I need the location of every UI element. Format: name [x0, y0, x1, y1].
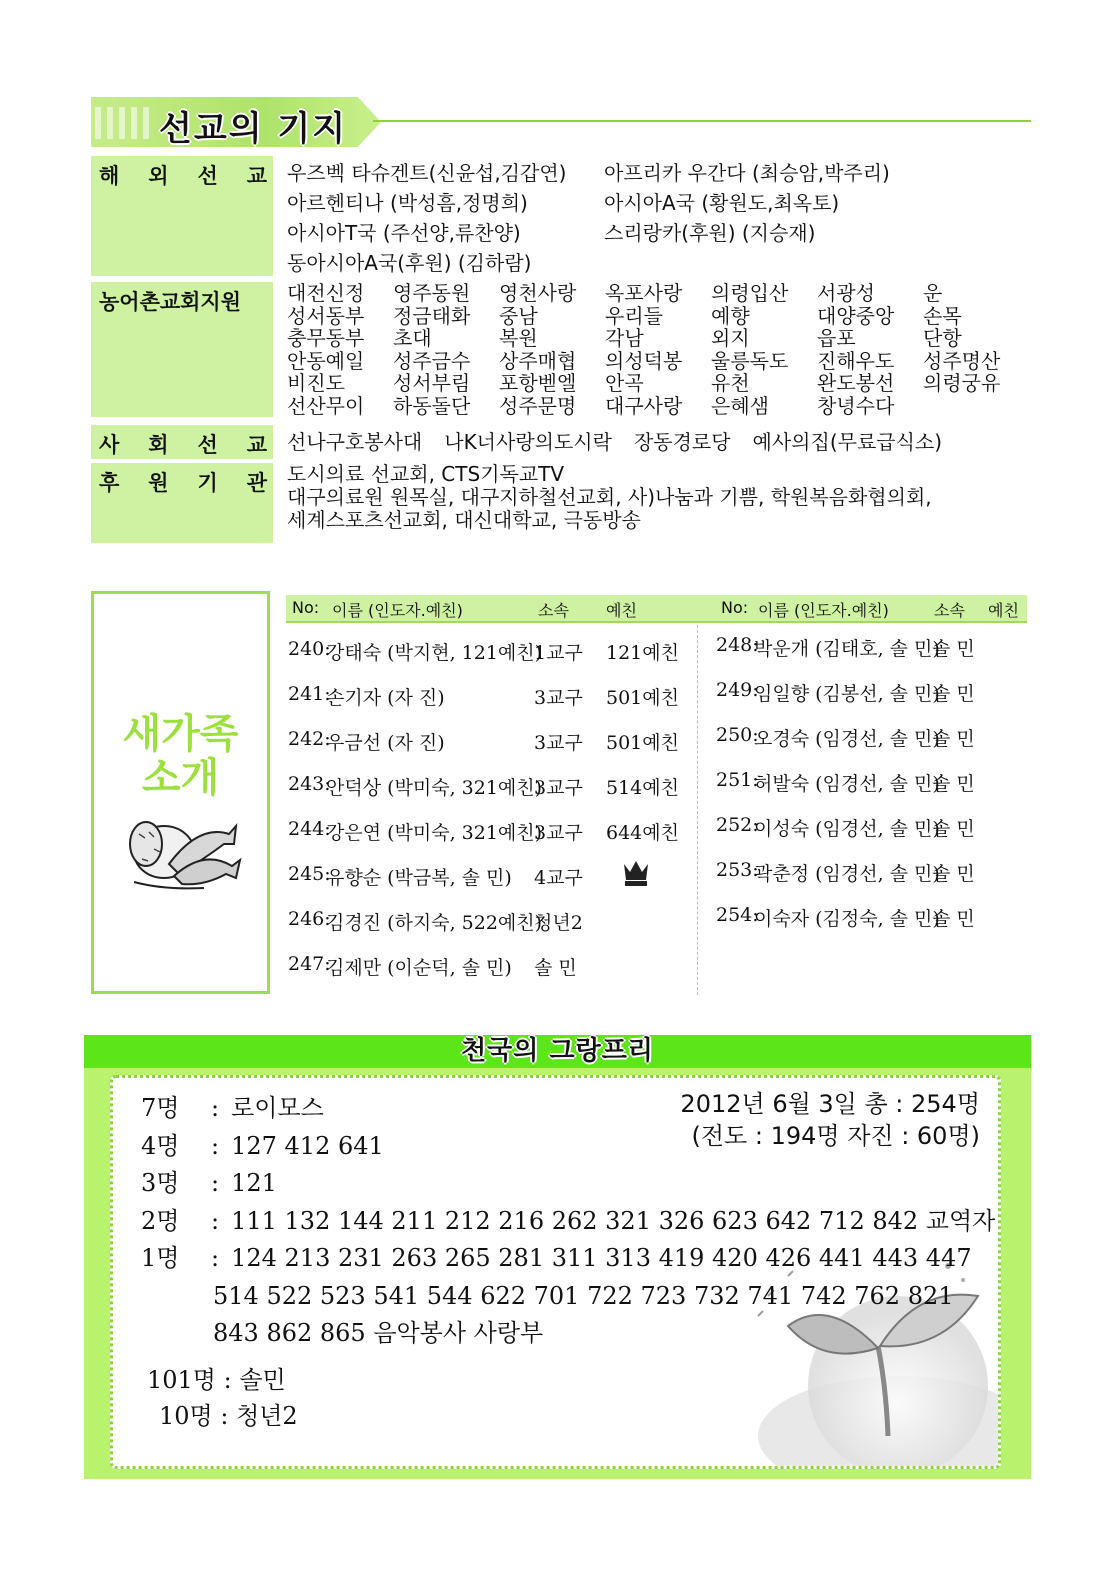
new-family-title	[94, 712, 267, 800]
new-family-name: 강은연 (박미숙, 321예친)	[326, 822, 543, 844]
rural-church: 의령궁유	[923, 371, 1001, 395]
new-family-name: 곽춘정 (임경선, 솔 민)	[754, 863, 940, 885]
new-family-no: 247:	[288, 953, 331, 975]
overseas-item: 아시아A국 (황원도,최옥토)	[604, 190, 840, 215]
new-family-no: 248:	[716, 634, 759, 656]
ranking-sep: :	[211, 1169, 220, 1197]
ranking-continued: 843 862 865 음악봉사 사랑부	[213, 1319, 544, 1347]
ranking-solmin: 101명 : 솔민	[147, 1366, 286, 1394]
new-family-name: 유향순 (박금복, 솔 민)	[326, 867, 512, 889]
new-family-dept: 솔 민	[932, 908, 975, 930]
rural-church	[923, 395, 1029, 418]
header-name: 이름 (인도자.예친)	[758, 601, 889, 620]
new-family-name: 안덕상 (박미숙, 321예친)	[326, 777, 543, 799]
new-family-name: 손기자 (자 진)	[326, 687, 445, 709]
rural-church: 선산무이	[287, 393, 365, 418]
header-no: No:	[292, 598, 320, 617]
ranking-key: 4명	[141, 1131, 180, 1160]
grand-prix-content	[110, 1075, 1001, 1469]
new-family-dept: 솔 민	[932, 818, 975, 840]
ranking-key: 2명	[141, 1206, 180, 1235]
new-family-name: 강태숙 (박지현, 121예친)	[326, 642, 543, 664]
sponsor-line: 도시의료 선교회, CTS기독교TV	[287, 462, 565, 486]
social-row	[91, 425, 1026, 459]
new-family-group: 644예친	[606, 822, 679, 844]
rural-church: 비진도	[287, 371, 345, 395]
header-dept: 소속	[934, 601, 965, 620]
rural-church: 운	[923, 281, 943, 305]
overseas-label	[91, 156, 273, 276]
ranking-value: 127 412 641	[231, 1131, 384, 1160]
new-family-name: 김제만 (이순덕, 솔 민)	[326, 957, 512, 979]
new-family-title-line: 새가족	[122, 711, 239, 757]
ranking-value: 121	[231, 1169, 277, 1197]
rural-label: 농어촌교회지원	[91, 282, 273, 417]
new-family-group: 501예친	[606, 687, 679, 709]
label-char: 기	[197, 471, 218, 495]
stats-total: 2012년 6월 3일 총 : 254명	[680, 1090, 980, 1118]
rural-church: 진해우도	[817, 348, 895, 373]
header-deco	[95, 107, 155, 139]
header-name: 이름 (인도자.예친)	[332, 601, 463, 620]
social-item: 장동경로당	[633, 429, 731, 454]
new-family-dept: 솔 민	[932, 773, 975, 795]
header-rule	[373, 120, 1031, 122]
new-family-dept: 3교구	[534, 777, 583, 799]
ranking-sep: :	[211, 1244, 220, 1272]
overseas-item: 우즈벡 타슈겐트(신윤섭,김갑연)	[287, 160, 567, 185]
social-item: 나K너사랑의도시락	[444, 429, 612, 454]
overseas-content	[273, 156, 1026, 276]
ranking-value: 124 213 231 263 265 281 311 313 419 420 426 441 443 447	[231, 1244, 972, 1272]
stats-breakdown: (전도 : 194명 자진 : 60명)	[691, 1122, 980, 1150]
new-family-dept: 3교구	[534, 687, 583, 709]
new-family-title-line: 소개	[141, 755, 220, 801]
new-family-no: 241:	[288, 683, 331, 705]
new-family-no: 244:	[288, 818, 331, 840]
rural-church: 우리들	[605, 303, 663, 328]
label-char: 원	[148, 471, 169, 495]
header-group: 예친	[988, 601, 1019, 620]
label-char: 교	[246, 164, 267, 188]
new-family-no: 251:	[716, 769, 759, 791]
mission-title: 선교의 기지	[159, 109, 348, 149]
overseas-item: 아프리카 우간다 (최승암,박주리)	[604, 160, 890, 185]
new-family-no: 245:	[288, 863, 331, 885]
new-family-no: 253:	[716, 859, 759, 881]
rural-church: 성주문명	[499, 393, 577, 418]
new-family-name: 우금선 (자 진)	[326, 732, 445, 754]
rural-church: 대양중앙	[817, 303, 895, 328]
ranking-value: 로이모스	[231, 1094, 324, 1122]
header-dept: 소속	[538, 601, 569, 620]
label-char: 사	[99, 433, 120, 457]
new-family-dept: 1교구	[534, 642, 583, 664]
rural-church: 옥포사랑	[605, 281, 683, 305]
new-family-name: 이성숙 (임경선, 솔 민)	[754, 818, 940, 840]
rural-church: 초대	[393, 326, 432, 350]
ranking-key: 3명	[141, 1169, 180, 1197]
ranking-line	[141, 1203, 995, 1241]
sponsor-label	[91, 463, 273, 543]
label-char: 후	[99, 471, 120, 495]
rural-church: 읍포	[817, 326, 856, 350]
label-char: 교	[246, 433, 267, 457]
bread-fish-icon	[124, 804, 242, 894]
rural-row	[91, 282, 1026, 417]
new-family-dept: 솔 민	[932, 638, 975, 660]
mission-header	[91, 97, 1031, 149]
column-divider	[697, 625, 698, 995]
overseas-item: 스리랑카(후원) (지승재)	[604, 220, 816, 245]
overseas-item: 동아시아A국(후원) (김하람)	[287, 250, 532, 275]
rural-church: 성주명산	[923, 348, 1001, 373]
grand-prix-title: 천국의 그랑프리	[84, 1035, 1031, 1068]
social-label	[91, 425, 273, 459]
new-family-name: 이숙자 (김정숙, 솔 민)	[754, 908, 940, 930]
sponsor-line: 대구의료원 원목실, 대구지하철선교회, 사)나눔과 기쁨, 학원복음화협의회,	[287, 485, 932, 509]
rural-church: 안동예일	[287, 348, 365, 373]
ranking-sep: :	[211, 1094, 220, 1122]
new-family-name: 임일향 (김봉선, 솔 민)	[754, 683, 940, 705]
rural-church: 영천사랑	[499, 281, 577, 305]
sponsor-row	[91, 463, 1026, 543]
crown-icon	[622, 858, 650, 888]
social-item: 예사의집(무료급식소)	[752, 429, 943, 454]
sponsor-line: 세계스포츠선교회, 대신대학교, 극동방송	[287, 508, 641, 532]
rural-church: 하동돌단	[393, 393, 471, 418]
rural-church: 서광성	[817, 281, 875, 305]
ranking-continued: 514 522 523 541 544 622 701 722 723 732 741 742 762 821	[213, 1281, 954, 1310]
new-family-name: 김경진 (하지숙, 522예친)	[326, 912, 543, 934]
new-family-no: 249:	[716, 679, 759, 701]
new-family-dept: 3교구	[534, 822, 583, 844]
sponsor-content	[273, 463, 1026, 543]
header-group: 예친	[606, 601, 637, 620]
rural-church: 성주금수	[393, 348, 471, 373]
rural-church: 상주매협	[499, 348, 577, 373]
new-family-no: 240:	[288, 638, 331, 660]
rural-church: 성서동부	[287, 303, 365, 328]
new-family-dept: 솔 민	[932, 683, 975, 705]
new-family-group: 121예친	[606, 642, 679, 664]
social-item: 선나구호봉사대	[287, 429, 423, 454]
new-family-dept: 솔 민	[932, 728, 975, 750]
ranking-line	[141, 1165, 995, 1203]
rural-church: 유천	[711, 371, 750, 395]
ranking-sep: :	[211, 1131, 220, 1160]
label-char: 회	[148, 433, 169, 457]
label-char: 선	[197, 164, 218, 188]
overseas-item: 아르헨티나 (박성흠,정명희)	[287, 190, 528, 215]
ranking-youth2: 10명 : 청년2	[159, 1402, 298, 1430]
new-family-name: 허발숙 (임경선, 솔 민)	[754, 773, 940, 795]
mission-table	[91, 156, 1026, 547]
ranking-line	[141, 1090, 995, 1128]
new-family-group: 514예친	[606, 777, 679, 799]
ranking-key: 7명	[141, 1094, 180, 1122]
new-family-no: 250:	[716, 724, 759, 746]
new-family-name: 오경숙 (임경선, 솔 민)	[754, 728, 940, 750]
rural-church: 충무동부	[287, 326, 365, 350]
new-family-dept: 3교구	[534, 732, 583, 754]
new-family-dept: 4교구	[534, 867, 583, 889]
rural-content	[273, 282, 1029, 417]
header-no: No:	[721, 598, 749, 617]
rural-church: 완도봉선	[817, 371, 895, 395]
rural-church: 의령입산	[711, 281, 789, 305]
overseas-item: 아시아T국 (주선양,류찬양)	[287, 220, 521, 245]
label-char: 해	[99, 164, 120, 188]
rural-church: 은혜샘	[711, 393, 769, 418]
new-family-no: 243:	[288, 773, 331, 795]
rural-church: 단항	[923, 326, 962, 350]
label-char: 외	[148, 164, 169, 188]
rural-church: 안곡	[605, 371, 644, 395]
rural-church: 의성덕봉	[605, 348, 683, 373]
rural-church: 정금태화	[393, 303, 471, 328]
rural-church: 창녕수다	[817, 393, 895, 418]
label-char: 선	[197, 433, 218, 457]
new-family-dept: 솔 민	[534, 957, 577, 979]
rural-grid	[287, 282, 1029, 417]
rural-church: 중남	[499, 303, 538, 328]
rural-church: 대전신정	[287, 281, 365, 305]
new-family-box	[91, 591, 270, 994]
rural-church: 복원	[499, 326, 538, 350]
social-content	[273, 425, 1026, 455]
new-family-no: 246:	[288, 908, 331, 930]
grand-prix-panel	[84, 1035, 1031, 1479]
rural-church: 포항벧엘	[499, 371, 577, 395]
rural-church: 대구사랑	[605, 393, 683, 418]
new-family-no: 254:	[716, 904, 759, 926]
rural-church: 울릉독도	[711, 348, 789, 373]
ranking-sep: :	[211, 1206, 220, 1235]
rural-church: 외지	[711, 326, 750, 350]
new-family-header	[286, 595, 1027, 623]
rural-church: 손목	[923, 303, 962, 328]
new-family-name: 박운개 (김태호, 솔 민)	[754, 638, 940, 660]
ranking-line	[141, 1240, 995, 1278]
new-family-no: 242:	[288, 728, 331, 750]
new-family-dept: 청년2	[534, 912, 583, 934]
rural-church: 각남	[605, 326, 644, 350]
label-char: 관	[246, 471, 267, 495]
ranking-value: 111 132 144 211 212 216 262 321 326 623 642 712 842 교역자	[231, 1206, 996, 1235]
grand-prix-ranking	[141, 1090, 995, 1353]
rural-church: 예향	[711, 303, 750, 328]
rural-church: 영주동원	[393, 281, 471, 305]
rural-church: 성서부림	[393, 371, 471, 395]
new-family-dept: 솔 민	[932, 863, 975, 885]
ranking-key: 1명	[141, 1244, 180, 1272]
new-family-group: 501예친	[606, 732, 679, 754]
ranking-line	[141, 1128, 995, 1166]
overseas-row	[91, 156, 1026, 276]
new-family-no: 252:	[716, 814, 759, 836]
